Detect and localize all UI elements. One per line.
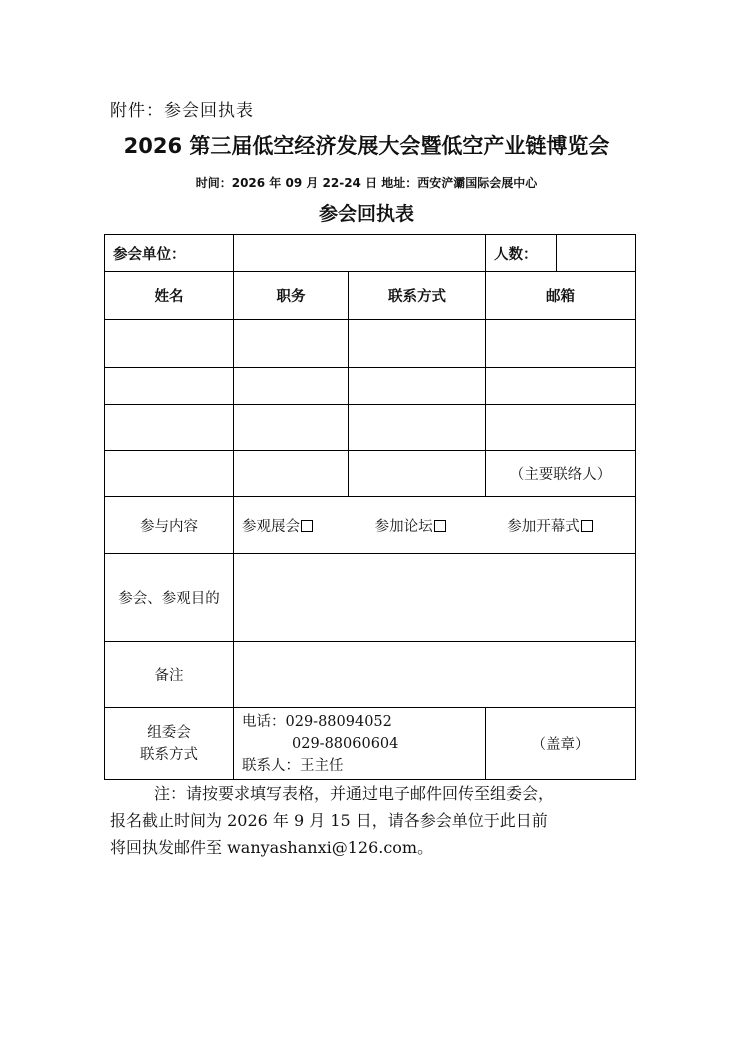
committee-label-line2: 联系方式 [140,746,198,763]
option-label: 参加论坛 [374,518,433,535]
remarks-field[interactable] [234,642,636,708]
committee-contacts [234,708,486,780]
participation-options [234,497,636,554]
option-label: 参加开幕式 [507,518,580,535]
event-title: 2026 第三届低空经济发展大会暨低空产业链博览会 [123,134,610,158]
email-cell[interactable] [486,368,636,405]
name-cell[interactable] [105,320,234,368]
table-row [105,405,636,451]
note-line2: 报名截止时间为 2026 年 9 月 15 日，请各参会单位于此日前 [110,811,548,830]
count-field[interactable] [557,235,636,272]
position-cell[interactable] [234,368,349,405]
unit-label: 参会单位： [105,235,234,272]
option-opening[interactable] [507,515,593,536]
participation-label: 参与内容 [105,497,234,554]
table-row [105,368,636,405]
remarks-label: 备注 [105,642,234,708]
name-cell[interactable] [105,451,234,497]
header-row [105,272,636,320]
unit-row [105,235,636,272]
stamp-area: （盖章） [486,708,636,780]
phone-line2: 029-88060604 [292,735,399,752]
phone-line1: 电话：029-88094052 [242,713,392,730]
table-row [105,451,636,497]
position-cell[interactable] [234,451,349,497]
purpose-field[interactable] [234,554,636,642]
committee-label [105,708,234,780]
name-cell[interactable] [105,368,234,405]
col-position: 职务 [234,272,349,320]
footer-note [110,780,640,861]
col-contact: 联系方式 [349,272,486,320]
contact-cell[interactable] [349,368,486,405]
purpose-row [105,554,636,642]
registration-table [104,234,636,780]
col-email: 邮箱 [486,272,636,320]
contact-cell[interactable] [349,451,486,497]
form-title: 参会回执表 [318,203,414,225]
primary-contact-note: （主要联络人） [486,451,636,497]
position-cell[interactable] [234,320,349,368]
checkbox-icon[interactable] [301,520,313,532]
note-line1: 注：请按要求填写表格，并通过电子邮件回传至组委会， [154,784,555,803]
email-cell[interactable] [486,320,636,368]
email-cell[interactable] [486,405,636,451]
contact-person: 联系人：王主任 [242,757,344,774]
contact-cell[interactable] [349,320,486,368]
attachment-label: 附件：参会回执表 [110,101,254,121]
position-cell[interactable] [234,405,349,451]
purpose-label: 参会、参观目的 [105,554,234,642]
event-time-address: 时间：2026 年 09 月 22-24 日 地址：西安浐灞国际会展中心 [195,176,538,190]
checkbox-icon[interactable] [581,520,593,532]
col-name: 姓名 [105,272,234,320]
remarks-row [105,642,636,708]
option-exhibition[interactable] [242,515,370,536]
participation-row [105,497,636,554]
checkbox-icon[interactable] [434,520,446,532]
committee-row [105,708,636,780]
note-line3: 将回执发邮件至 wanyashanxi@126.com。 [110,838,434,857]
committee-label-line1: 组委会 [147,724,191,741]
table-row [105,320,636,368]
option-label: 参观展会 [242,518,300,535]
option-forum[interactable] [375,515,503,536]
name-cell[interactable] [105,405,234,451]
unit-field[interactable] [234,235,486,272]
contact-cell[interactable] [349,405,486,451]
count-label: 人数： [486,235,557,272]
